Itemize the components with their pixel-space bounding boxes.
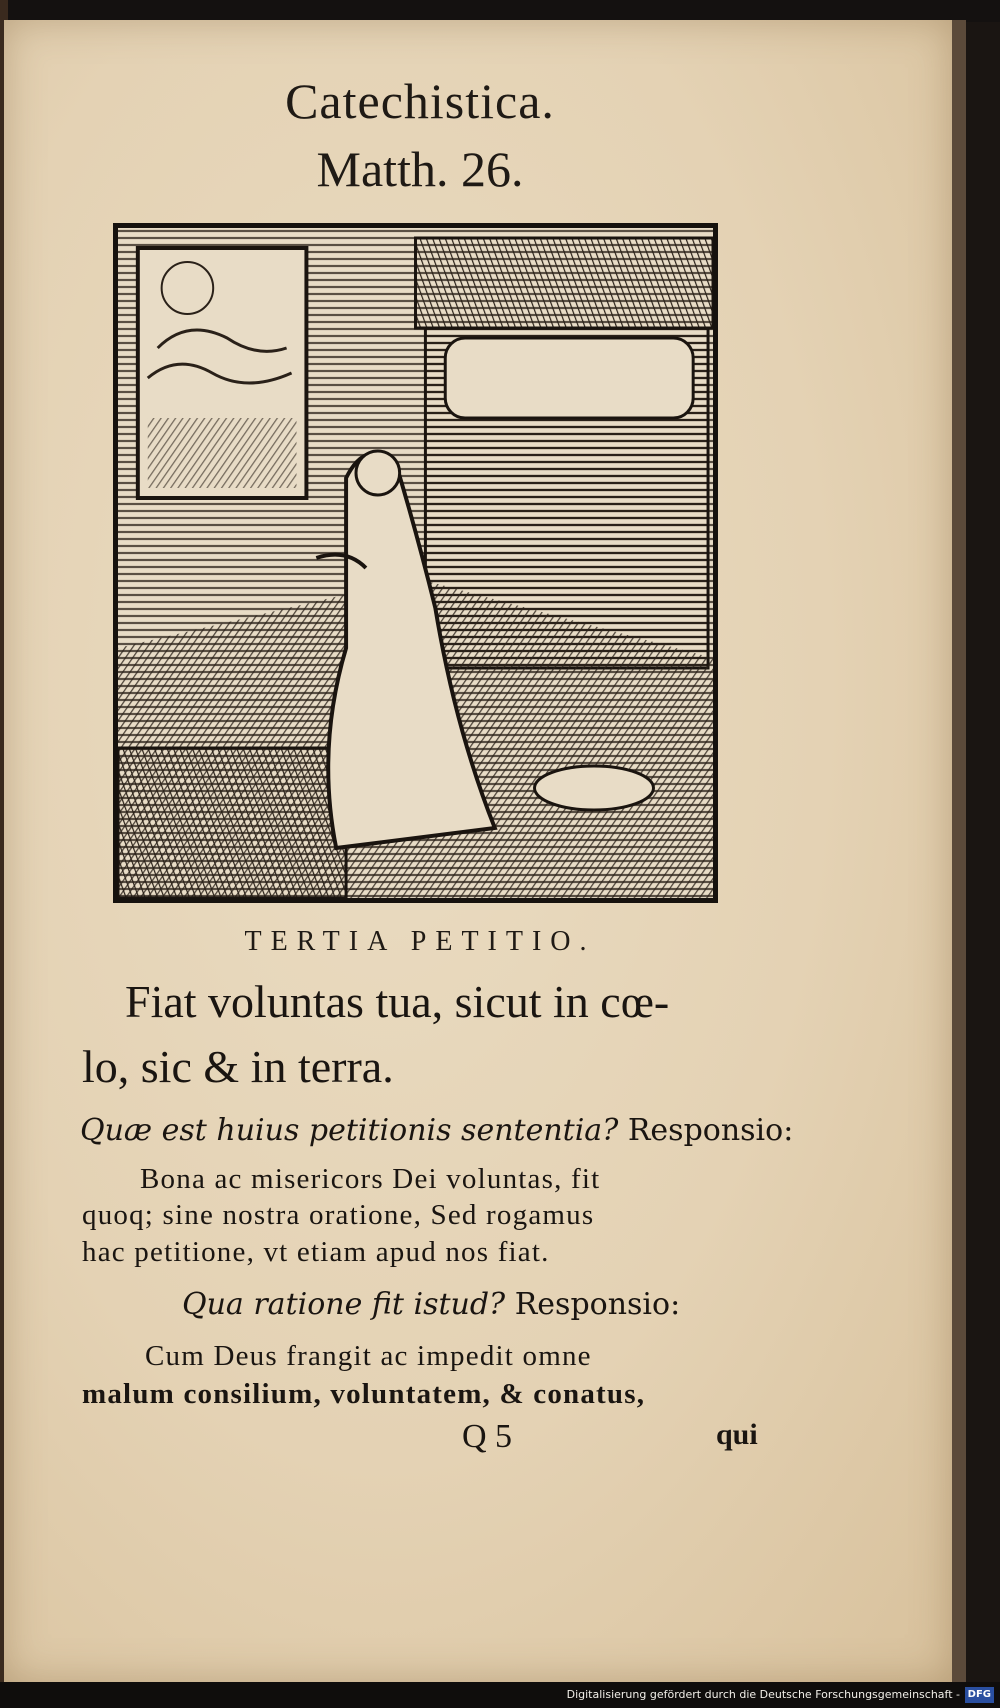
answer-1-line-2: quoq; sine nostra oratione, Sed rogamus: [82, 1199, 595, 1231]
figure-head: [356, 451, 400, 495]
answer-1-line-1: Bona ac misericors Dei voluntas, fit: [140, 1163, 601, 1195]
signature-mark: Q 5: [462, 1418, 513, 1455]
running-title: Catechistica.: [285, 73, 555, 129]
bed-canopy: [416, 238, 714, 328]
answer-1-line-3: hac petitione, vt etiam apud nos fiat.: [82, 1236, 550, 1268]
digitization-credit: Digitalisierung gefördert durch die Deutsche Forschungsgemeinschaft -: [566, 1688, 960, 1701]
answer-2-line-1: Cum Deus frangit ac impedit omne: [145, 1340, 592, 1372]
question-1-text: Quæ est huius petitionis sententia?: [80, 1113, 619, 1148]
step: [118, 748, 346, 898]
petition-caption: TERTIA PETITIO.: [244, 926, 596, 957]
woodcut-drawing: [118, 228, 713, 898]
question-2: [182, 1287, 680, 1322]
answer-2-line-2: malum consilium, voluntatem, & conatus,: [82, 1378, 646, 1410]
distant-town: [148, 418, 297, 488]
pillow: [445, 338, 693, 418]
catchword: qui: [716, 1418, 758, 1451]
question-1: [80, 1113, 793, 1148]
verse-line-2: lo, sic & in terra.: [82, 1041, 394, 1092]
question-1-response-label: Responsio:: [627, 1113, 794, 1148]
verse-line-1: Fiat voluntas tua, sicut in cœ-: [125, 976, 670, 1027]
scan-top-border: [0, 0, 1000, 22]
basin: [535, 766, 654, 810]
question-2-response-label: Responsio:: [514, 1287, 681, 1322]
scripture-reference: Matth. 26.: [316, 141, 524, 197]
woodcut-illustration: [113, 223, 718, 903]
page-edge: [952, 20, 966, 1682]
question-2-text: Qua ratione fit istud?: [182, 1287, 506, 1322]
dfg-logo: DFG: [965, 1687, 994, 1703]
